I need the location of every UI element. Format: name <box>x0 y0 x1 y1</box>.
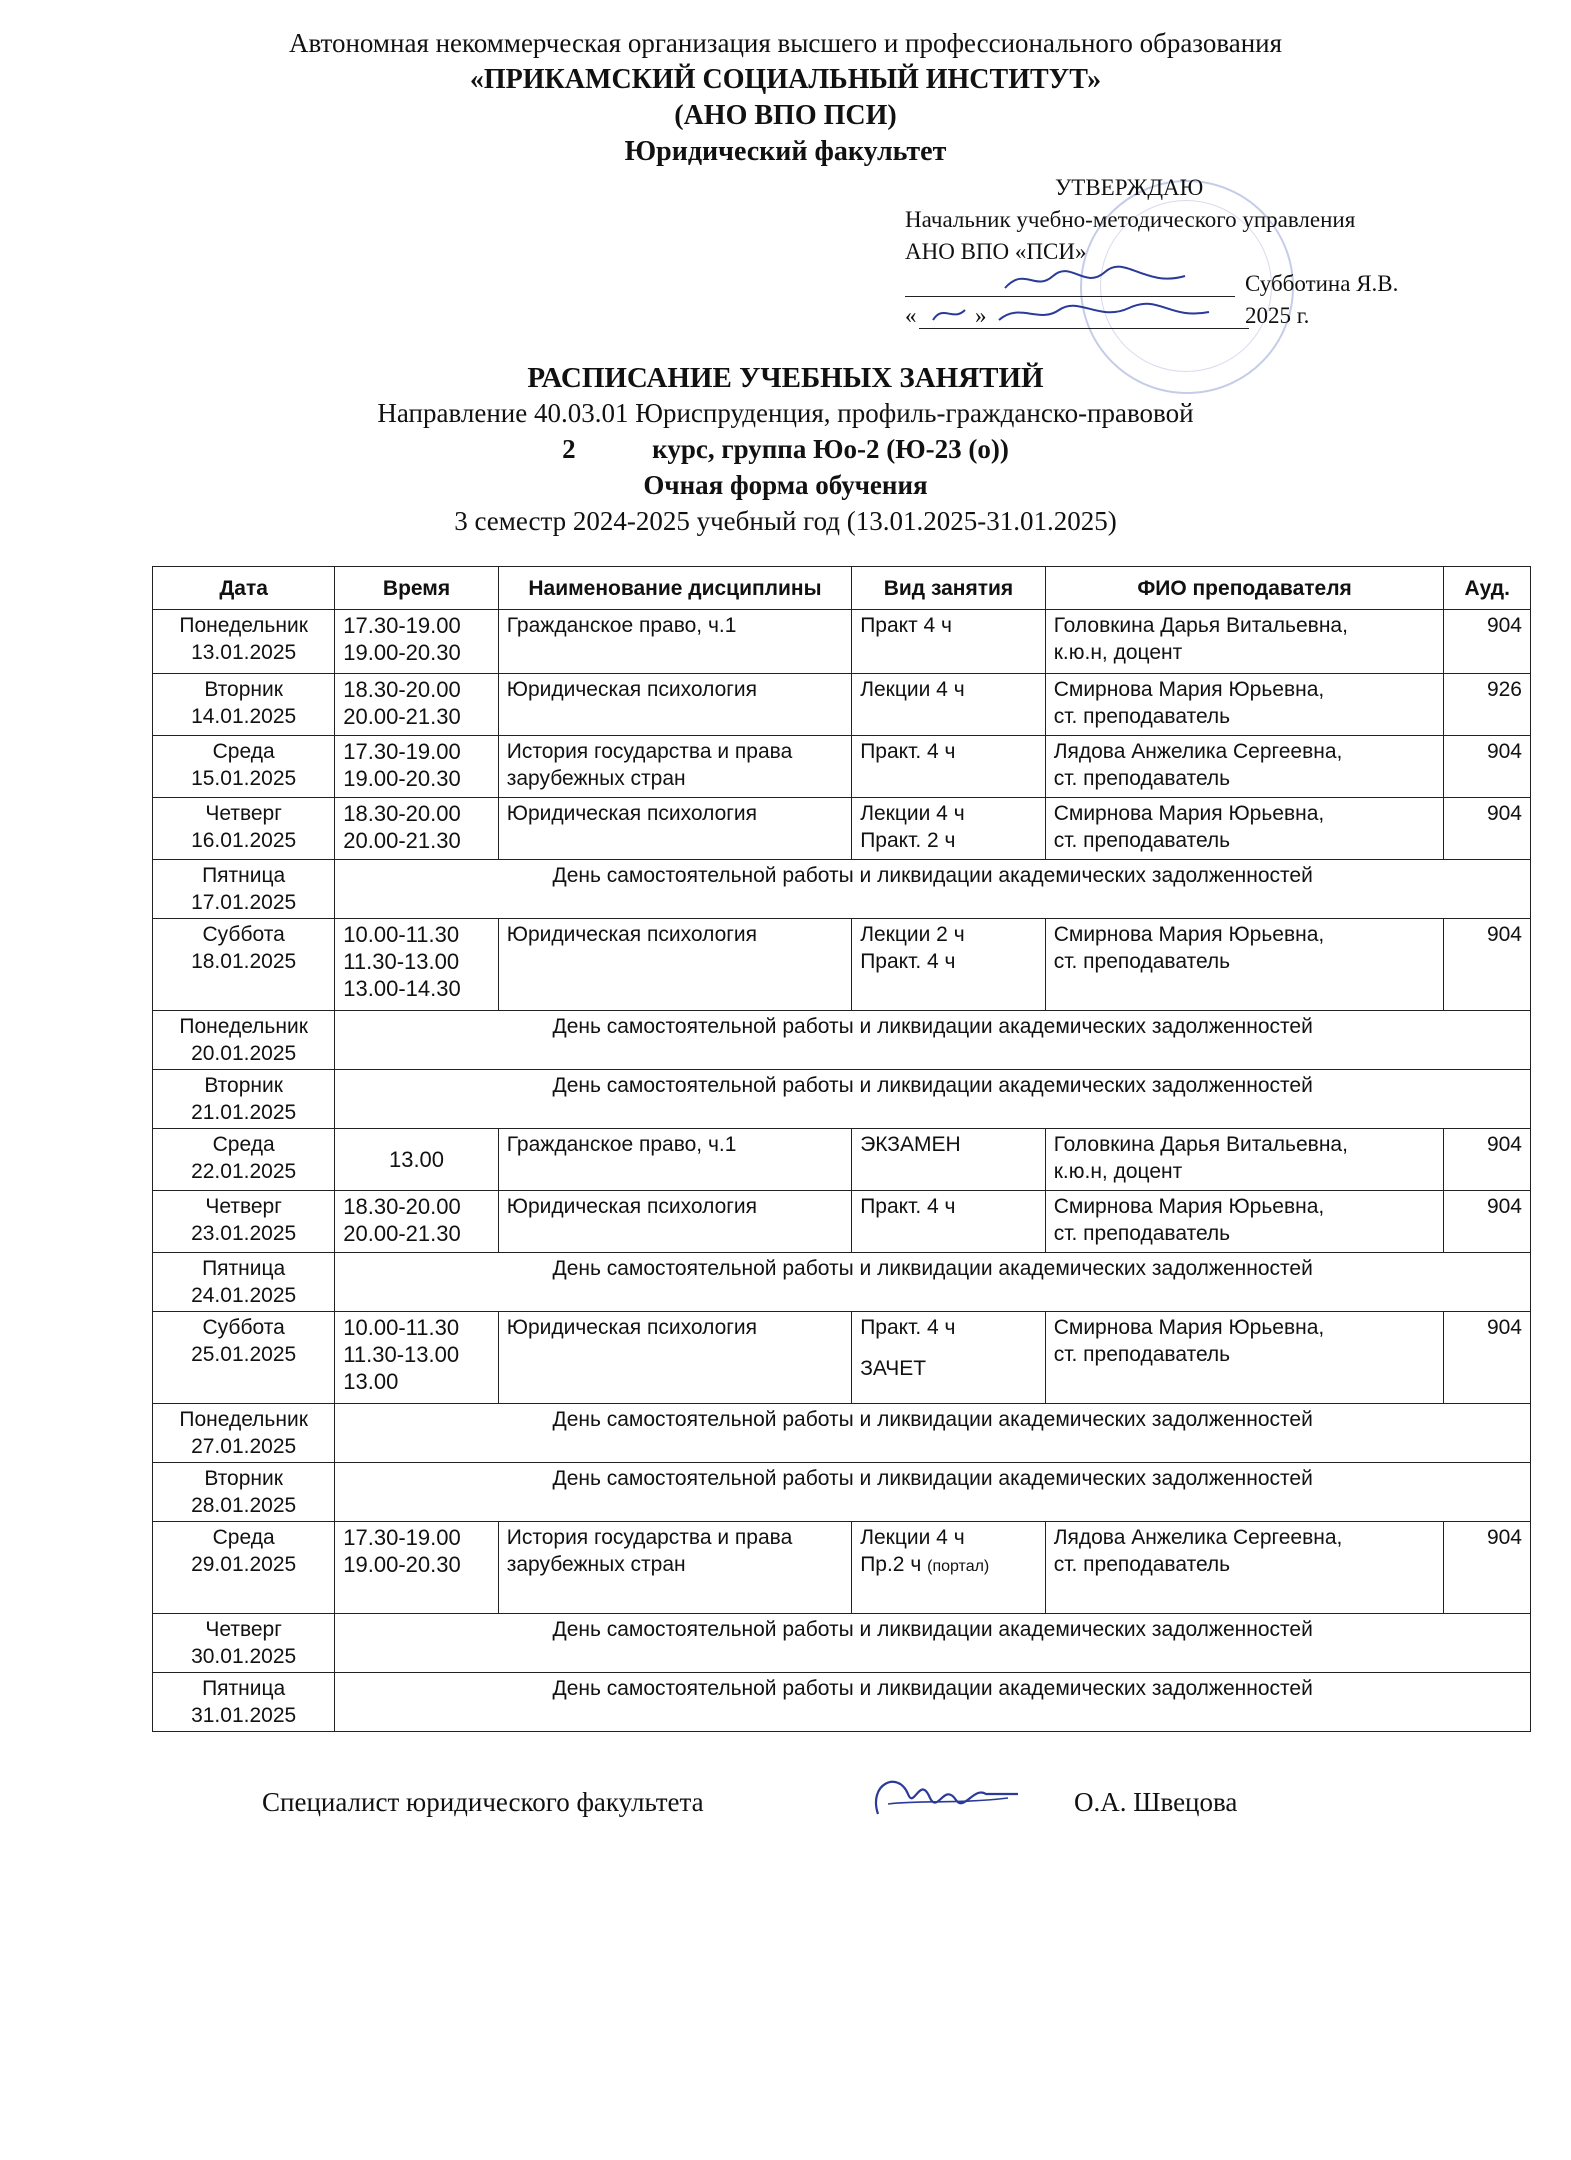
lesson-kind-cell <box>852 798 1046 860</box>
discipline-cell: История государства и права зарубежных стран <box>498 1522 851 1614</box>
course-group <box>0 434 1571 465</box>
header-time: Время <box>335 567 498 610</box>
teacher-line: Головкина Дарья Витальевна, <box>1053 1133 1348 1156</box>
organization-name: Автономная некоммерческая организация высшего и профессионального образования <box>288 28 1283 58</box>
discipline-cell: Юридическая психология <box>498 1191 851 1253</box>
time-cell <box>335 1129 498 1191</box>
time-slot: 10.00-11.30 <box>343 922 460 947</box>
schedule-table <box>152 566 1531 1732</box>
self-study-cell: День самостоятельной работы и ликвидации академических задолженностей <box>335 1404 1531 1463</box>
discipline-cell: История государства и права зарубежных стран <box>498 736 851 798</box>
header-discipline: Наименование дисциплины <box>498 567 851 610</box>
teacher-line: Смирнова Мария Юрьевна, <box>1053 1195 1325 1218</box>
date-quote-close: » <box>975 303 987 328</box>
time-slot: 10.00-11.30 <box>343 1315 460 1340</box>
lesson-kind-cell <box>852 736 1046 798</box>
weekday: Понедельник <box>179 614 308 637</box>
date-quote-open: « <box>905 303 917 328</box>
date-cell <box>153 919 335 1011</box>
time-slot: 11.30-13.00 <box>343 949 460 974</box>
teacher-cell <box>1045 798 1444 860</box>
table-row <box>153 736 1531 798</box>
date-value: 23.01.2025 <box>191 1222 297 1245</box>
table-row <box>153 610 1531 674</box>
room-cell: 904 <box>1444 919 1531 1011</box>
approver-name: Субботина Я.В. <box>1245 271 1399 296</box>
table-row <box>153 1463 1531 1522</box>
teacher-line: Лядова Анжелика Сергеевна, <box>1053 1526 1343 1549</box>
lesson-kind: Лекции 4 ч <box>860 802 965 825</box>
weekday: Четверг <box>205 1195 282 1218</box>
table-row <box>153 1011 1531 1070</box>
table-row <box>153 1070 1531 1129</box>
schedule-body <box>153 610 1531 1732</box>
lesson-kind-cell <box>852 1191 1046 1253</box>
table-row <box>153 1129 1531 1191</box>
time-slot: 17.30-19.00 <box>343 1525 461 1550</box>
date-cell <box>153 860 335 919</box>
table-row <box>153 1253 1531 1312</box>
self-study-cell: День самостоятельной работы и ликвидации академических задолженностей <box>335 1614 1531 1673</box>
teacher-line: ст. преподаватель <box>1053 1553 1231 1576</box>
header-room: Ауд. <box>1444 567 1531 610</box>
institute-name: «ПРИКАМСКИЙ СОЦИАЛЬНЫЙ ИНСТИТУТ» <box>469 64 1102 95</box>
date-value: 16.01.2025 <box>191 829 297 852</box>
weekday: Среда <box>212 1133 275 1156</box>
self-study-cell: День самостоятельной работы и ликвидации академических задолженностей <box>335 1011 1531 1070</box>
teacher-line: ст. преподаватель <box>1053 829 1231 852</box>
date-cell <box>153 798 335 860</box>
time-slot: 17.30-19.00 <box>343 739 461 764</box>
lesson-kind-cell <box>852 1522 1046 1614</box>
lesson-kind-cell <box>852 919 1046 1011</box>
room-cell: 926 <box>1444 674 1531 736</box>
room-cell: 904 <box>1444 798 1531 860</box>
time-cell <box>335 736 498 798</box>
study-direction: Направление 40.03.01 Юриспруденция, профиль-гражданско-правовой <box>377 398 1194 428</box>
date-value: 30.01.2025 <box>191 1645 297 1668</box>
teacher-line: Смирнова Мария Юрьевна, <box>1053 678 1325 701</box>
schedule-title: РАСПИСАНИЕ УЧЕБНЫХ ЗАНЯТИЙ <box>527 362 1044 394</box>
specialist-signature <box>858 1764 1028 1834</box>
study-form: Очная форма обучения <box>643 470 928 500</box>
time-cell <box>335 1312 498 1404</box>
room-cell: 904 <box>1444 1129 1531 1191</box>
self-study-cell: День самостоятельной работы и ликвидации академических задолженностей <box>335 1070 1531 1129</box>
discipline-cell: Гражданское право, ч.1 <box>498 610 851 674</box>
footer-position: Специалист юридического факультета <box>262 1787 704 1817</box>
weekday: Среда <box>212 740 275 763</box>
weekday: Пятница <box>202 1677 286 1700</box>
date-value: 28.01.2025 <box>191 1494 297 1517</box>
date-value: 24.01.2025 <box>191 1284 297 1307</box>
weekday: Понедельник <box>179 1408 308 1431</box>
table-row <box>153 919 1531 1011</box>
teacher-line: ст. преподаватель <box>1053 1343 1231 1366</box>
date-value: 15.01.2025 <box>191 767 297 790</box>
approval-date-line <box>905 300 1425 332</box>
approval-year: 2025 г. <box>1245 303 1310 328</box>
lesson-kind: Лекции 4 ч <box>860 1526 965 1549</box>
date-cell <box>153 674 335 736</box>
lesson-kind: Пр.2 ч <box>860 1553 922 1576</box>
weekday: Суббота <box>202 923 285 946</box>
teacher-cell <box>1045 1312 1444 1404</box>
date-cell <box>153 1522 335 1614</box>
table-row <box>153 1522 1531 1614</box>
weekday: Среда <box>212 1526 275 1549</box>
footer-name: О.А. Швецова <box>1074 1787 1238 1817</box>
date-value: 21.01.2025 <box>191 1101 297 1124</box>
teacher-cell <box>1045 736 1444 798</box>
time-slot: 18.30-20.00 <box>343 801 461 826</box>
time-cell <box>335 610 498 674</box>
teacher-line: Смирнова Мария Юрьевна, <box>1053 802 1325 825</box>
lesson-kind-cell <box>852 1312 1046 1404</box>
approver-position-line1: Начальник учебно-методического управления <box>905 207 1356 232</box>
self-study-cell: День самостоятельной работы и ликвидации академических задолженностей <box>335 860 1531 919</box>
table-row <box>153 1673 1531 1732</box>
table-row <box>153 1191 1531 1253</box>
date-cell <box>153 736 335 798</box>
weekday: Вторник <box>204 678 283 701</box>
weekday: Вторник <box>204 1074 283 1097</box>
date-cell <box>153 1011 335 1070</box>
weekday: Пятница <box>202 864 286 887</box>
time-slot: 13.00 <box>388 1147 445 1172</box>
teacher-line: Лядова Анжелика Сергеевна, <box>1053 740 1343 763</box>
table-row <box>153 674 1531 736</box>
table-row <box>153 1404 1531 1463</box>
room-cell: 904 <box>1444 1191 1531 1253</box>
table-row <box>153 1614 1531 1673</box>
self-study-cell: День самостоятельной работы и ликвидации академических задолженностей <box>335 1463 1531 1522</box>
time-slot: 20.00-21.30 <box>343 828 461 853</box>
time-slot: 20.00-21.30 <box>343 1221 461 1246</box>
discipline-cell: Юридическая психология <box>498 674 851 736</box>
lesson-kind: Лекции 4 ч <box>860 678 965 701</box>
lesson-kind: Практ. 4 ч <box>860 1316 956 1339</box>
weekday: Вторник <box>204 1467 283 1490</box>
header-kind: Вид занятия <box>852 567 1046 610</box>
time-cell <box>335 674 498 736</box>
date-cell <box>153 1404 335 1463</box>
date-value: 31.01.2025 <box>191 1704 297 1727</box>
teacher-line: ст. преподаватель <box>1053 1222 1231 1245</box>
discipline-cell: Юридическая психология <box>498 919 851 1011</box>
weekday: Суббота <box>202 1316 285 1339</box>
semester-period: 3 семестр 2024-2025 учебный год (13.01.2025-31.01.2025) <box>454 506 1117 536</box>
teacher-cell <box>1045 1129 1444 1191</box>
approver-signature <box>995 262 1195 300</box>
date-underline <box>919 328 1249 329</box>
lesson-kind: Практ. 4 ч <box>860 1195 956 1218</box>
table-row <box>153 798 1531 860</box>
lesson-kind: Практ. 2 ч <box>860 829 956 852</box>
lesson-kind-cell <box>852 674 1046 736</box>
date-cell <box>153 1614 335 1673</box>
lesson-kind: ЗАЧЕТ <box>860 1357 927 1380</box>
weekday: Понедельник <box>179 1015 308 1038</box>
teacher-line: Смирнова Мария Юрьевна, <box>1053 1316 1325 1339</box>
lesson-kind: Практ 4 ч <box>860 614 952 637</box>
lesson-kind: Практ. 4 ч <box>860 950 956 973</box>
time-slot: 18.30-20.00 <box>343 1194 461 1219</box>
lesson-kind-cell <box>852 610 1046 674</box>
time-slot: 19.00-20.30 <box>343 640 461 665</box>
room-cell: 904 <box>1444 1312 1531 1404</box>
time-slot: 18.30-20.00 <box>343 677 461 702</box>
lesson-kind-note: (портал) <box>927 1558 990 1575</box>
institute-abbreviation: (АНО ВПО ПСИ) <box>674 100 897 131</box>
lesson-kind: Практ. 4 ч <box>860 740 956 763</box>
approval-heading: УТВЕРЖДАЮ <box>1055 175 1204 200</box>
teacher-cell <box>1045 674 1444 736</box>
time-cell <box>335 798 498 860</box>
time-cell <box>335 1191 498 1253</box>
discipline-cell: Гражданское право, ч.1 <box>498 1129 851 1191</box>
self-study-cell: День самостоятельной работы и ликвидации академических задолженностей <box>335 1253 1531 1312</box>
date-value: 17.01.2025 <box>191 891 297 914</box>
date-value: 18.01.2025 <box>191 950 297 973</box>
time-slot: 20.00-21.30 <box>343 704 461 729</box>
teacher-line: к.ю.н, доцент <box>1053 641 1183 664</box>
faculty-name: Юридический факультет <box>624 136 947 167</box>
date-cell <box>153 610 335 674</box>
teacher-cell <box>1045 610 1444 674</box>
lesson-kind: Лекции 2 ч <box>860 923 965 946</box>
date-value: 25.01.2025 <box>191 1343 297 1366</box>
weekday: Четверг <box>205 802 282 825</box>
date-value: 29.01.2025 <box>191 1553 297 1576</box>
group-name: курс, группа Юо-2 (Ю-23 (о)) <box>652 434 1009 464</box>
teacher-cell <box>1045 1191 1444 1253</box>
date-cell <box>153 1191 335 1253</box>
time-slot: 11.30-13.00 <box>343 1342 460 1367</box>
date-value: 22.01.2025 <box>191 1160 297 1183</box>
room-cell: 904 <box>1444 610 1531 674</box>
date-cell <box>153 1129 335 1191</box>
self-study-cell: День самостоятельной работы и ликвидации академических задолженностей <box>335 1673 1531 1732</box>
time-cell <box>335 919 498 1011</box>
teacher-line: Смирнова Мария Юрьевна, <box>1053 923 1325 946</box>
table-row <box>153 860 1531 919</box>
weekday: Четверг <box>205 1618 282 1641</box>
lesson-kind-cell <box>852 1129 1046 1191</box>
time-slot: 17.30-19.00 <box>343 613 461 638</box>
time-slot: 19.00-20.30 <box>343 1552 461 1577</box>
time-cell <box>335 1522 498 1614</box>
table-header-row <box>153 567 1531 610</box>
date-cell <box>153 1070 335 1129</box>
time-slot: 13.00 <box>343 1369 399 1394</box>
date-cell <box>153 1673 335 1732</box>
time-slot: 13.00-14.30 <box>343 976 461 1001</box>
approver-position-line2: АНО ВПО «ПСИ» <box>905 239 1087 264</box>
header-date: Дата <box>153 567 335 610</box>
time-slot: 19.00-20.30 <box>343 766 461 791</box>
lesson-kind: ЭКЗАМЕН <box>860 1133 961 1156</box>
teacher-line: ст. преподаватель <box>1053 705 1231 728</box>
room-cell: 904 <box>1444 1522 1531 1614</box>
signature-underline <box>905 296 1235 297</box>
approver-signature-line <box>905 268 1425 300</box>
teacher-cell <box>1045 1522 1444 1614</box>
teacher-line: ст. преподаватель <box>1053 767 1231 790</box>
date-cell <box>153 1312 335 1404</box>
teacher-cell <box>1045 919 1444 1011</box>
spacer <box>860 1341 1037 1355</box>
discipline-cell: Юридическая психология <box>498 798 851 860</box>
course-number: 2 <box>562 434 576 464</box>
date-value: 14.01.2025 <box>191 705 297 728</box>
teacher-line: к.ю.н, доцент <box>1053 1160 1183 1183</box>
handwritten-date <box>929 298 1229 330</box>
teacher-line: Головкина Дарья Витальевна, <box>1053 614 1348 637</box>
date-value: 27.01.2025 <box>191 1435 297 1458</box>
discipline-cell: Юридическая психология <box>498 1312 851 1404</box>
date-cell <box>153 1253 335 1312</box>
weekday: Пятница <box>202 1257 286 1280</box>
date-value: 13.01.2025 <box>191 641 297 664</box>
table-row <box>153 1312 1531 1404</box>
date-cell <box>153 1463 335 1522</box>
date-value: 20.01.2025 <box>191 1042 297 1065</box>
lesson-kind-with-note <box>860 1551 1037 1580</box>
room-cell: 904 <box>1444 736 1531 798</box>
header-teacher: ФИО преподавателя <box>1045 567 1444 610</box>
approval-block <box>905 172 1425 332</box>
teacher-line: ст. преподаватель <box>1053 950 1231 973</box>
